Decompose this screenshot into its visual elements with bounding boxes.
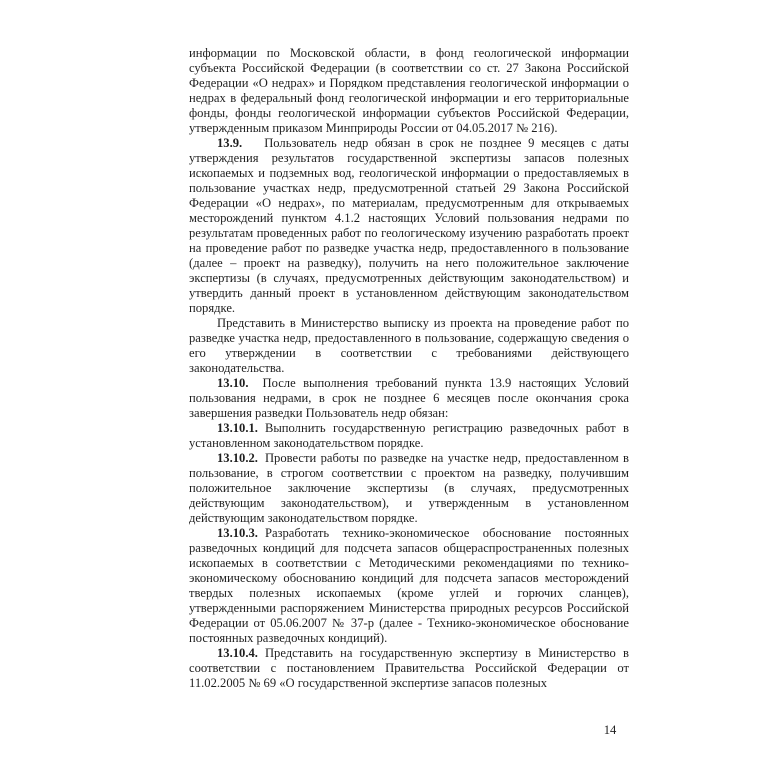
document-body — [189, 46, 629, 691]
clause-text: Разработать технико-экономическое обоснование постоянных разведочных кондиций для подсчета запасов общераспространенных полезных ископаемых в соответствии с Методическими рекомендациями по технико-экономическому обоснованию кондиций для подсчета запасов месторождений твердых полезных ископаемых (кроме углей и горючих сланцев), утвержденными распоряжением Министерства природных ресурсов Российской Федерации от 05.06.2007 № 37-р (далее - Технико-экономическое обоснование постоянных разведочных кондиций). — [189, 526, 629, 645]
tab-spacer — [258, 461, 265, 462]
clause-paragraph — [189, 316, 629, 376]
clause-text: Пользователь недр обязан в срок не позднее 9 месяцев с даты утверждения результатов государственной экспертизы запасов полезных ископаемых и подземных вод, геологической информации о предоставляемых в пользование участках недр, предусмотренной статьей 29 Закона Российской Федерации «О недрах», по материалам, предусмотренным для открываемых месторождений пунктом 4.1.2 настоящих Условий пользования недрами по результатам проведенных работ по геологическому изучению разработать проект на проведение работ по разведке участка недр, предоставленного в пользование (далее – проект на разведку), получить на него положительное заключение экспертизы (в случаях, предусмотренных действующим законодательством) и утвердить данный проект в установленном действующим законодательством порядке. — [189, 136, 629, 315]
clause-number: 13.10.2. — [217, 451, 258, 465]
clause-text: информации по Московской области, в фонд геологической информации субъекта Российской Федерации (в соответствии со ст. 27 Закона Российской Федерации «О недрах» и Порядком представления геологической информации о недрах в федеральный фонд геологической информации и его территориальные фонды, фонды геологической информации субъектов Российской Федерации, утвержденным приказом Минприроды России от 04.05.2017 № 216). — [189, 46, 629, 135]
tab-spacer — [242, 146, 264, 147]
clause-paragraph — [189, 451, 629, 526]
tab-spacer — [258, 536, 265, 537]
clause-text: После выполнения требований пункта 13.9 настоящих Условий пользования недрами, в срок не позднее 6 месяцев после окончания срока завершения разведки Пользователь недр обязан: — [189, 376, 629, 420]
clause-number: 13.9. — [217, 136, 243, 150]
clause-paragraph — [189, 526, 629, 646]
page-number: 14 — [603, 723, 617, 737]
clause-number: 13.10.3. — [217, 526, 258, 540]
tab-spacer — [258, 656, 265, 657]
clause-text: Провести работы по разведке на участке недр, предоставленном в пользование, в строгом соответствии с проектом на разведку, получившим положительное заключение экспертизы (в случаях, предусмотренных действующим законодательством), и утвержденным в установленном действующим законодательством порядке. — [189, 451, 629, 525]
clause-paragraph — [189, 376, 629, 421]
tab-spacer — [258, 431, 265, 432]
clause-text: Представить на государственную экспертизу в Министерство в соответствии с постановлением Правительства Российской Федерации от 11.02.2005 № 69 «О государственной экспертизе запасов полезных — [189, 646, 629, 690]
clause-paragraph — [189, 136, 629, 316]
clause-paragraph — [189, 46, 629, 136]
tab-spacer — [248, 386, 262, 387]
clause-text: Выполнить государственную регистрацию разведочных работ в установленном законодательством порядке. — [189, 421, 629, 450]
clause-paragraph — [189, 646, 629, 691]
clause-number: 13.10. — [217, 376, 249, 390]
clause-number: 13.10.1. — [217, 421, 258, 435]
clause-paragraph — [189, 421, 629, 451]
clause-text: Представить в Министерство выписку из проекта на проведение работ по разведке участка недр, предоставленного в пользование, содержащую сведения о его утверждении в соответствии с требованиями действующего законодательства. — [189, 316, 629, 375]
clause-number: 13.10.4. — [217, 646, 258, 660]
